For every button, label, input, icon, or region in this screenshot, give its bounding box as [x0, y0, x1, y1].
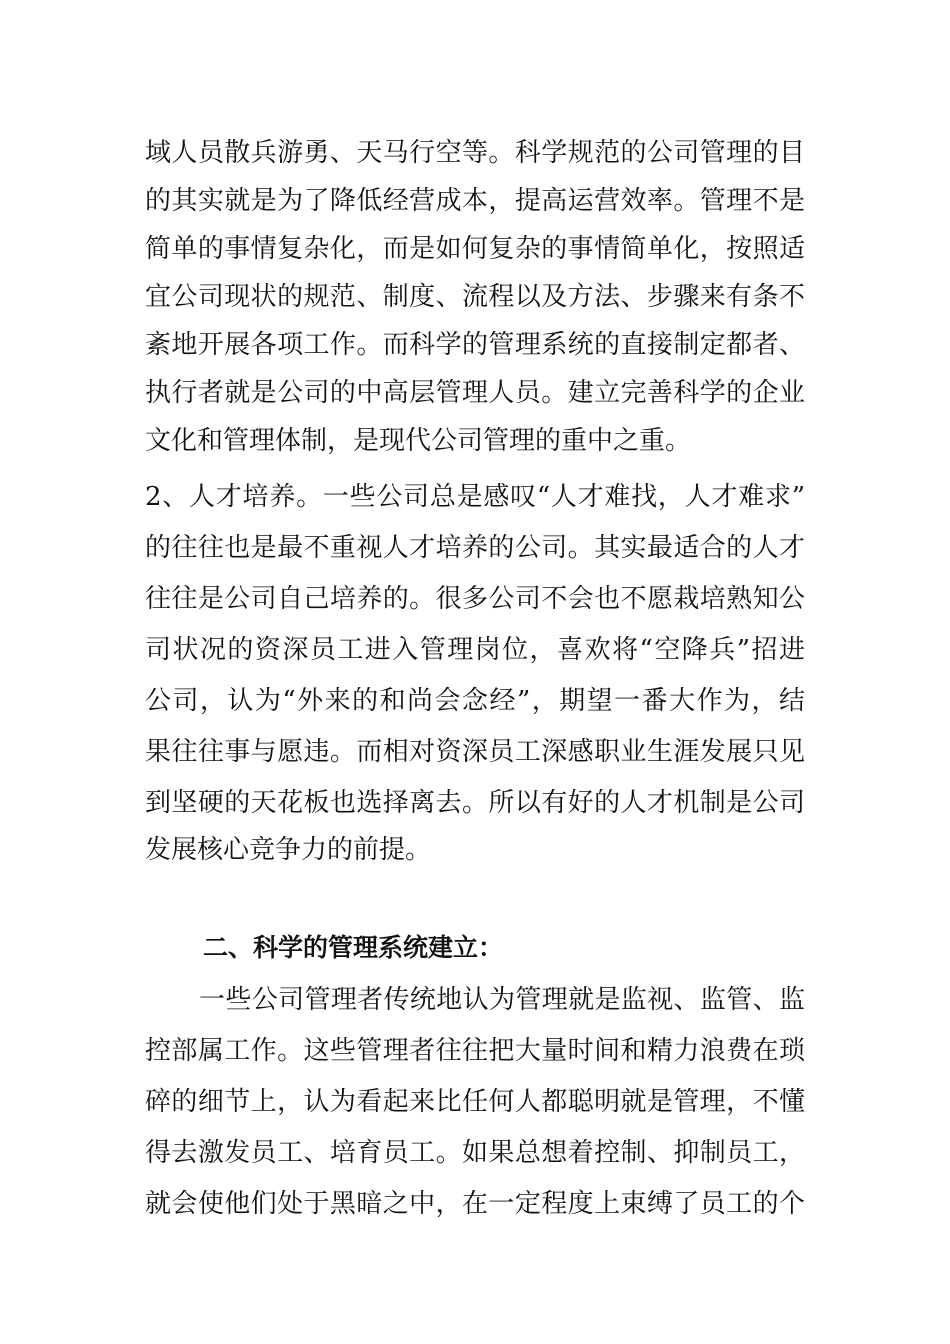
section-2-heading: 二、科学的管理系统建立： [203, 933, 504, 962]
section-2-line-4: 得去激发员工、培育员工。如果总想着控制、抑制员工， [145, 1138, 805, 1168]
paragraph-2-line-4: 司状况的资深员工进入管理岗位，喜欢将“空降兵”招进 [145, 635, 805, 665]
paragraph-2-line-2: 的往往也是最不重视人才培养的公司。其实最适合的人才 [145, 533, 805, 563]
paragraph-2-line-7: 到坚硬的天花板也选择离去。所以有好的人才机制是公司 [145, 788, 805, 818]
section-2-line-1: 一些公司管理者传统地认为管理就是监视、监管、监 [199, 985, 805, 1015]
paragraph-1-line-5: 紊地开展各项工作。而科学的管理系统的直接制定都者、 [145, 330, 805, 360]
paragraph-1-line-6: 执行者就是公司的中高层管理人员。建立完善科学的企业 [145, 378, 805, 408]
section-2-line-2: 控部属工作。这些管理者往往把大量时间和精力浪费在琐 [145, 1036, 805, 1066]
section-2-line-3: 碎的细节上，认为看起来比任何人都聪明就是管理，不懂 [145, 1087, 805, 1117]
paragraph-2-line-3: 往往是公司自己培养的。很多公司不会也不愿栽培熟知公 [145, 584, 805, 614]
paragraph-1-line-1: 域人员散兵游勇、天马行空等。科学规范的公司管理的目 [145, 138, 805, 168]
section-2-line-5: 就会使他们处于黑暗之中，在一定程度上束缚了员工的个 [145, 1189, 805, 1219]
paragraph-1-line-2: 的其实就是为了降低经营成本，提高运营效率。管理不是 [145, 186, 805, 216]
paragraph-2-line-5: 公司，认为“外来的和尚会念经”，期望一番大作为，结 [145, 686, 805, 716]
paragraph-2-line-8: 发展核心竞争力的前提。 [145, 835, 432, 865]
paragraph-1-line-3: 简单的事情复杂化，而是如何复杂的事情简单化，按照适 [145, 234, 805, 264]
paragraph-1-line-7: 文化和管理体制，是现代公司管理的重中之重。 [145, 426, 692, 456]
paragraph-2-line-1: 2、人才培养。一些公司总是感叹“人才难找，人才难求” [145, 482, 805, 512]
paragraph-2-line-6: 果往往事与愿违。而相对资深员工深感职业生涯发展只见 [145, 737, 805, 767]
paragraph-1-line-4: 宜公司现状的规范、制度、流程以及方法、步骤来有条不 [145, 282, 805, 312]
